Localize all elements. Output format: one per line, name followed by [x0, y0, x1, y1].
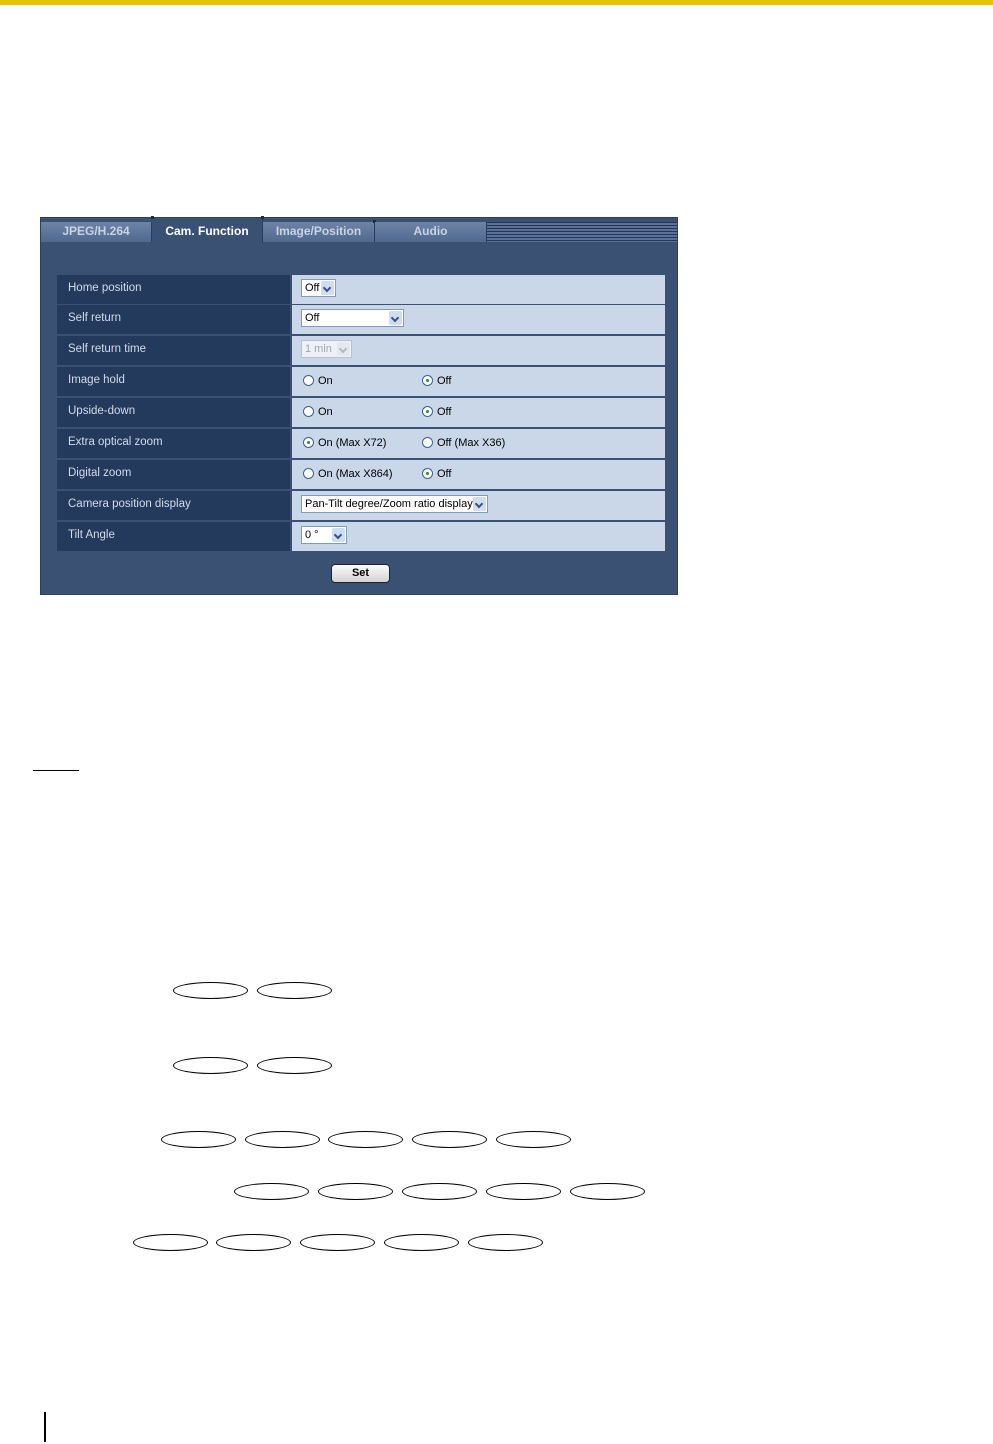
model-oval-mark: [161, 1131, 236, 1148]
camera-position-display-control: [292, 491, 665, 520]
radio-unchecked-icon: [303, 375, 314, 386]
extra-optical-zoom-control: [292, 429, 665, 458]
camera-settings-panel: [40, 217, 678, 595]
model-oval-mark: [468, 1234, 543, 1251]
tab-corner-mark: [151, 216, 154, 219]
radio-checked-icon: [422, 406, 433, 417]
model-oval-mark: [257, 1057, 332, 1074]
model-oval-mark: [412, 1131, 487, 1148]
tab-corner-mark: [261, 216, 264, 219]
row-tilt-angle: [57, 522, 665, 551]
home-position-label: Home position: [57, 275, 290, 304]
tilt-angle-select[interactable]: 0 °: [301, 526, 347, 544]
row-self-return-time: [57, 336, 665, 365]
extra-optical-zoom-off-radio[interactable]: Off (Max X36): [422, 436, 505, 451]
home-position-control: [292, 275, 665, 304]
model-oval-mark: [402, 1183, 477, 1200]
row-camera-position-display: [57, 491, 665, 520]
upside-down-control: [292, 398, 665, 427]
radio-unchecked-icon: [422, 437, 433, 448]
model-oval-mark: [486, 1183, 561, 1200]
self-return-time-control: [292, 336, 665, 365]
radio-checked-icon: [303, 437, 314, 448]
chevron-down-icon: [321, 281, 334, 295]
row-self-return: [57, 305, 665, 334]
image-hold-on-radio[interactable]: On: [303, 374, 333, 389]
self-return-time-select: 1 min: [301, 340, 352, 358]
image-hold-control: [292, 367, 665, 396]
chevron-down-icon: [389, 311, 402, 325]
upside-down-label: Upside-down: [57, 398, 290, 427]
image-hold-label: Image hold: [57, 367, 290, 396]
self-return-time-label: Self return time: [57, 336, 290, 365]
model-oval-mark: [245, 1131, 320, 1148]
tab-bar-stripes: [487, 222, 677, 242]
tab-image-position[interactable]: Image/Position: [263, 222, 375, 242]
model-oval-mark: [234, 1183, 309, 1200]
chevron-down-icon: [337, 342, 350, 356]
image-hold-off-radio[interactable]: Off: [422, 374, 451, 389]
model-oval-mark: [496, 1131, 571, 1148]
digital-zoom-off-radio[interactable]: Off: [422, 467, 451, 482]
model-oval-mark: [570, 1183, 645, 1200]
model-oval-mark: [133, 1234, 208, 1251]
row-home-position: [57, 275, 665, 304]
home-position-select[interactable]: Off: [301, 279, 336, 297]
model-oval-mark: [300, 1234, 375, 1251]
model-oval-mark: [384, 1234, 459, 1251]
camera-position-display-select[interactable]: Pan-Tilt degree/Zoom ratio display: [301, 495, 488, 513]
row-image-hold: [57, 367, 665, 396]
top-accent-bar: [0, 0, 993, 5]
note-underline: [33, 770, 79, 771]
digital-zoom-control: [292, 460, 665, 489]
self-return-label: Self return: [57, 305, 290, 334]
self-return-select[interactable]: Off: [301, 309, 404, 327]
row-upside-down: [57, 398, 665, 427]
extra-optical-zoom-label: Extra optical zoom: [57, 429, 290, 458]
model-oval-mark: [173, 982, 248, 999]
tilt-angle-label: Tilt Angle: [57, 522, 290, 551]
row-extra-optical-zoom: [57, 429, 665, 458]
upside-down-on-radio[interactable]: On: [303, 405, 333, 420]
extra-optical-zoom-on-radio[interactable]: On (Max X72): [303, 436, 386, 451]
chevron-down-icon: [332, 528, 345, 542]
tab-audio[interactable]: Audio: [375, 222, 487, 242]
camera-position-display-label: Camera position display: [57, 491, 290, 520]
set-button[interactable]: Set: [331, 564, 390, 583]
page-margin-line: [44, 1412, 46, 1442]
chevron-down-icon: [473, 497, 486, 511]
radio-checked-icon: [422, 468, 433, 479]
tab-bar: [41, 218, 677, 242]
model-oval-mark: [318, 1183, 393, 1200]
model-oval-mark: [328, 1131, 403, 1148]
tab-cam-function[interactable]: Cam. Function: [152, 218, 263, 243]
model-oval-mark: [257, 982, 332, 999]
tilt-angle-control: [292, 522, 665, 551]
row-digital-zoom: [57, 460, 665, 489]
digital-zoom-label: Digital zoom: [57, 460, 290, 489]
radio-unchecked-icon: [303, 406, 314, 417]
upside-down-off-radio[interactable]: Off: [422, 405, 451, 420]
tab-jpeg-h264[interactable]: JPEG/H.264: [41, 222, 152, 242]
model-oval-mark: [173, 1057, 248, 1074]
radio-unchecked-icon: [303, 468, 314, 479]
radio-checked-icon: [422, 375, 433, 386]
model-oval-mark: [216, 1234, 291, 1251]
self-return-control: [292, 305, 665, 334]
digital-zoom-on-radio[interactable]: On (Max X864): [303, 467, 393, 482]
